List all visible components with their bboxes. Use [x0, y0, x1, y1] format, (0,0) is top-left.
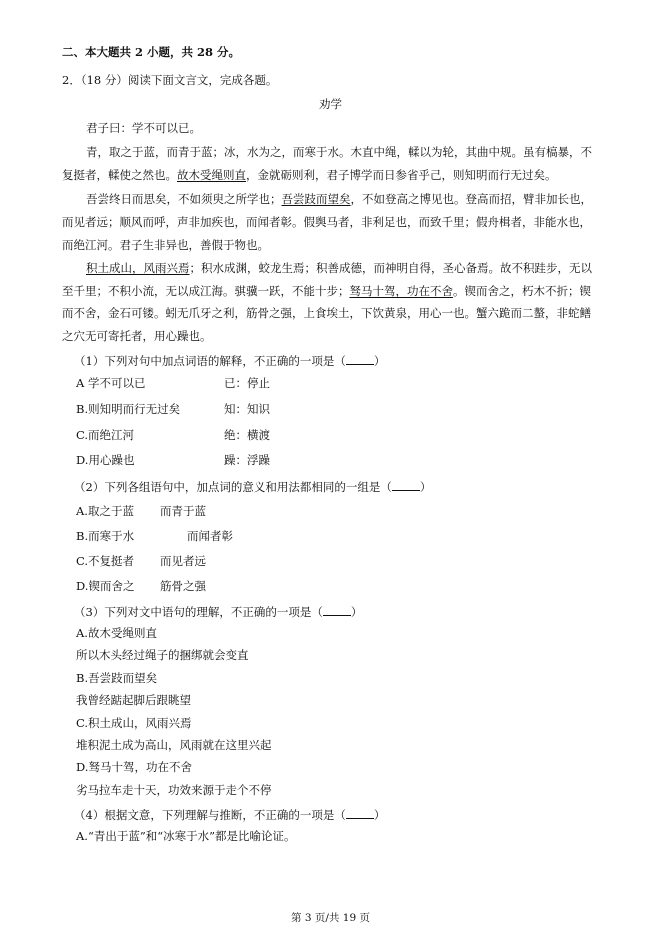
option-text: 而闻者彰	[187, 529, 233, 543]
question-stem: （1）下列对句中加点词语的解释，不正确的一项是（ ）	[74, 354, 386, 368]
passage-line	[62, 168, 557, 183]
passage-text: ；积水成渊，蛟龙生焉；积善成德，而神明自得，圣心备焉。故不积跬步，无以	[189, 261, 592, 275]
passage-text: ，不如登高之博见也。登高而招，臂非加长也，	[350, 192, 592, 206]
option-translation: 我曾经踮起脚后跟眺望	[76, 693, 191, 707]
passage-text: 复挺者，輮使之然也。	[62, 168, 177, 182]
underlined-phrase: 驽马十驾，功在不舍	[349, 284, 453, 298]
option-text: A.“青出于蓝”和“冰寒于水”都是比喻论证。	[76, 829, 296, 843]
option-text: 而青于蓝	[160, 504, 206, 518]
underlined-phrase: 吾尝跂而望矣	[281, 192, 351, 206]
option-text: 筋骨之强	[160, 579, 206, 593]
underlined-phrase: 故木受绳则直	[177, 168, 246, 182]
passage-text: 。锲而舍之，朽木不折；锲	[453, 284, 591, 298]
passage-text: 吾尝终日而思矣，不如须臾之所学也；	[86, 192, 282, 206]
option-text: A.故木受绳则直	[76, 626, 157, 640]
option-gloss: 躁：浮躁	[224, 453, 270, 467]
passage-title: 劝学	[319, 97, 342, 111]
passage-line	[62, 284, 591, 299]
option-text: B.吾尝跂而望矣	[76, 671, 158, 685]
option-text: C.而绝江河	[76, 428, 135, 442]
option-text: B.则知明而行无过矣	[76, 402, 181, 416]
option-text: A.取之于蓝	[76, 504, 134, 518]
option-text: D.用心躁也	[76, 453, 135, 467]
passage-line	[86, 261, 592, 276]
answer-blank	[392, 478, 420, 491]
option-translation: 所以木头经过绳子的捆绑就会变直	[76, 648, 249, 662]
passage-line: 而不舍，金石可镂。蚓无爪牙之利，筋骨之强，上食埃土，下饮黄泉，用心一也。蟹六跪而二螯，非蛇鳝	[62, 306, 591, 320]
answer-blank	[346, 806, 374, 819]
page-footer: 第 3 页/共 19 页	[291, 912, 370, 924]
option-text: A 学不可以已	[76, 376, 146, 390]
option-text: C.不复挺者	[76, 554, 135, 568]
section-heading: 二、本大题共 2 小题，共 28 分。	[62, 45, 241, 59]
option-text: D.锲而舍之	[76, 579, 135, 593]
underlined-phrase: 积土成山，风雨兴焉	[86, 261, 190, 275]
passage-text: 至千里；不积小流，无以成江海。骐骥一跃，不能十步；	[62, 284, 350, 298]
option-translation: 劣马拉车走十天，功效来源于走个不停	[76, 783, 272, 797]
option-text: 而见者远	[160, 554, 206, 568]
passage-line: 青，取之于蓝，而青于蓝；冰，水为之，而寒于水。木直中绳，輮以为轮，其曲中规。虽有槁暴，不	[86, 145, 592, 159]
option-gloss: 绝：横渡	[224, 428, 270, 442]
option-text: C.积土成山，风雨兴焉	[76, 716, 192, 730]
option-translation: 堆积泥土成为高山，风雨就在这里兴起	[76, 738, 272, 752]
answer-blank	[346, 352, 374, 365]
passage-text: ，金就砺则利，君子博学而日参省乎己，则知明而行无过矣。	[246, 168, 557, 182]
option-gloss: 知：知识	[224, 402, 270, 416]
passage-line: 而见者远；顺风而呼，声非加疾也，而闻者彰。假舆马者，非利足也，而致千里；假舟楫者，非能水也，	[62, 215, 591, 229]
question-stem: （4）根据文意，下列理解与推断，不正确的一项是（ ）	[74, 808, 386, 822]
passage-line: 而绝江河。君子生非异也，善假于物也。	[62, 238, 269, 252]
question-stem: （2）下列各组语句中，加点词的意义和用法都相同的一组是（ ）	[74, 480, 432, 494]
question-stem: （3）下列对文中语句的理解，不正确的一项是（ ）	[74, 605, 363, 619]
passage-line: 之穴无可寄托者，用心躁也。	[62, 329, 212, 343]
option-gloss: 已：停止	[224, 376, 270, 390]
passage-line	[86, 192, 592, 207]
passage-line: 君子曰：学不可以已。	[86, 121, 201, 135]
option-text: D.驽马十驾，功在不舍	[76, 760, 192, 774]
option-text: B.而寒于水	[76, 529, 135, 543]
answer-blank	[323, 603, 351, 616]
question-intro: 2．（18 分）阅读下面文言文，完成各题。	[62, 73, 278, 87]
